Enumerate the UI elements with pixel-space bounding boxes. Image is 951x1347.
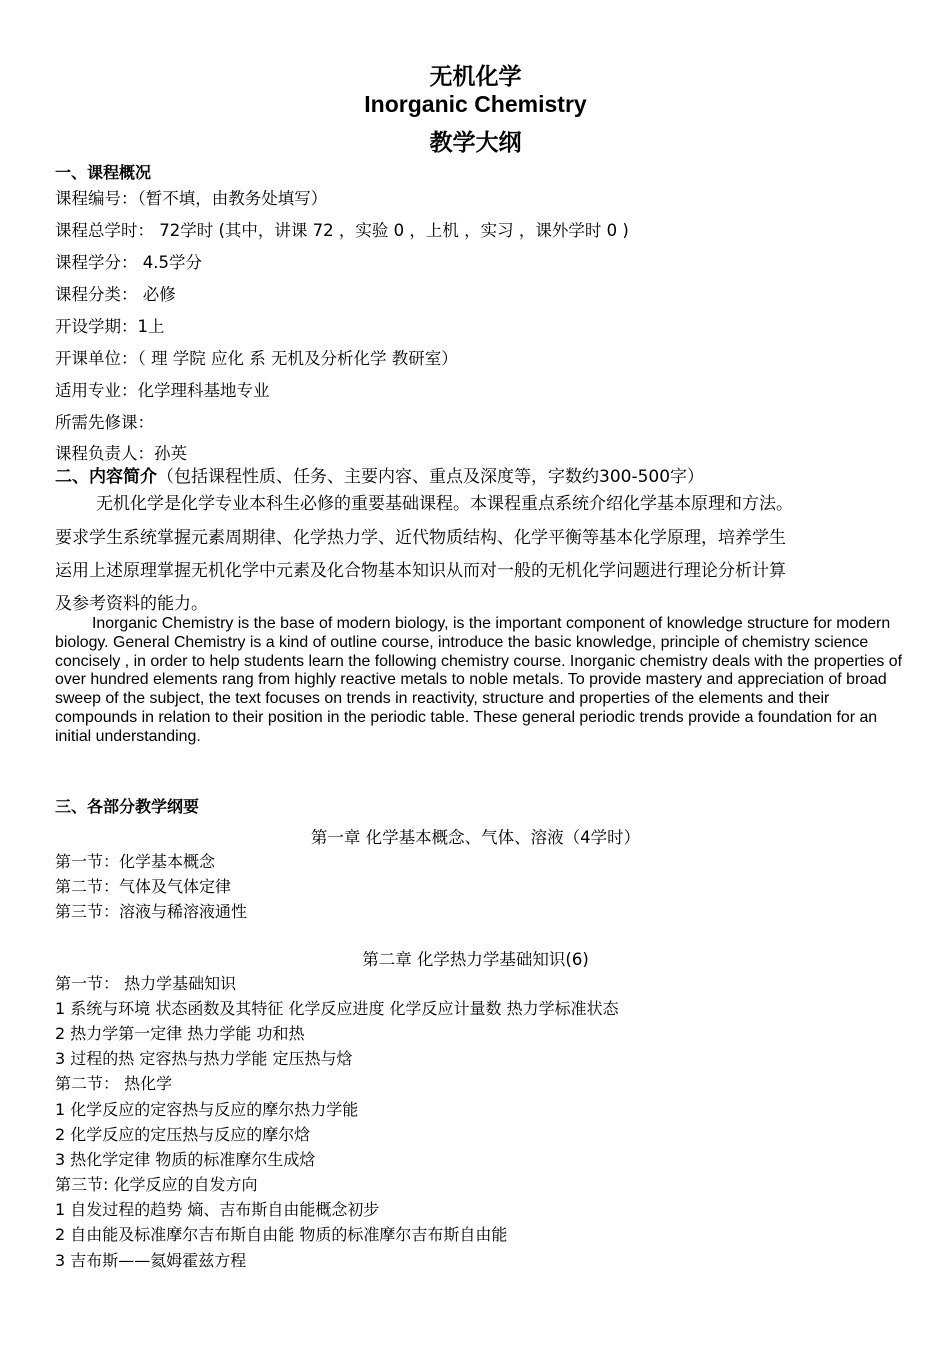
- section2-heading-bold: 二、内容简介: [55, 467, 157, 487]
- title-en: Inorganic Chemistry: [364, 91, 587, 117]
- chapter2-item: 2 化学反应的定压热与反应的摩尔焓: [55, 1125, 311, 1144]
- course-semester: 开设学期：1上: [55, 317, 165, 336]
- chapter2-item: 1 系统与环境 状态函数及其特征 化学反应进度 化学反应计量数 热力学标准状态: [55, 999, 619, 1018]
- intro-cn-line: 及参考资料的能力。: [55, 594, 208, 614]
- intro-en-paragraph: Inorganic Chemistry is the base of modern biology, is the important component of knowledge structure for modern biology. General Chemistry is a kind of outline course, introduce the basic knowledge, principle of chemistry science concisely , in order to help students learn the following chemistry course. Inorganic chemistry deals with the properties of over hundred elements rang from highly reactive metals to noble metals. To provide mastery and appreciation of broad sweep of the subject, the text focuses on trends in reactivity, structure and properties of the elements and their compounds in relation to their position in the periodic table. These general periodic trends provide a foundation for an initial understanding.: [55, 615, 903, 745]
- title-cn: 无机化学: [429, 64, 522, 90]
- chapter2-item: 2 热力学第一定律 热力学能 功和热: [55, 1024, 305, 1043]
- intro-cn-line: 要求学生系统掌握元素周期律、化学热力学、近代物质结构、化学平衡等基本化学原理，培养学生: [55, 528, 786, 548]
- course-number: 课程编号：（暂不填，由教务处填写）: [55, 189, 328, 208]
- intro-cn-line: 无机化学是化学专业本科生必修的重要基础课程。本课程重点系统介绍化学基本原理和方法。: [96, 494, 793, 514]
- course-hours: 课程总学时： 72学时 (其中，讲课 72 ，实验 0 ，上机 ，实习 ，课外学时 0 ): [55, 221, 629, 240]
- section3-heading: 三、各部分教学纲要: [55, 797, 200, 816]
- chapter1-title: 第一章 化学基本概念、气体、溶液（4学时）: [310, 828, 641, 847]
- course-prerequisites: 所需先修课：: [55, 413, 154, 432]
- chapter2-item: 2 自由能及标准摩尔吉布斯自由能 物质的标准摩尔吉布斯自由能: [55, 1225, 508, 1244]
- chapter1-item: 第二节：气体及气体定律: [55, 877, 232, 896]
- course-category: 课程分类： 必修: [55, 285, 176, 304]
- chapter2-item: 3 热化学定律 物质的标准摩尔生成焓: [55, 1150, 316, 1169]
- title-sub: 教学大纲: [429, 130, 522, 156]
- chapter2-item: 第三节: 化学反应的自发方向: [55, 1175, 258, 1194]
- chapter2-title: 第二章 化学热力学基础知识(6): [362, 950, 589, 969]
- chapter2-item: 1 自发过程的趋势 熵、吉布斯自由能概念初步: [55, 1200, 380, 1219]
- course-lead: 课程负责人：孙英: [55, 444, 187, 463]
- chapter1-item: 第三节：溶液与稀溶液通性: [55, 902, 248, 921]
- chapter2-item: 第一节： 热力学基础知识: [55, 974, 237, 993]
- course-credits: 课程学分： 4.5学分: [55, 253, 202, 272]
- section2-heading-note: （包括课程性质、任务、主要内容、重点及深度等，字数约300-500字）: [157, 467, 705, 487]
- course-major: 适用专业：化学理科基地专业: [55, 381, 270, 400]
- section1-heading: 一、课程概况: [55, 163, 152, 182]
- intro-cn-line: 运用上述原理掌握无机化学中元素及化合物基本知识从而对一般的无机化学问题进行理论分析计算: [55, 561, 786, 581]
- chapter1-item: 第一节：化学基本概念: [55, 852, 216, 871]
- chapter2-item: 第二节： 热化学: [55, 1074, 173, 1093]
- chapter2-item: 3 吉布斯——氦姆霍兹方程: [55, 1251, 247, 1270]
- course-unit: 开课单位：（ 理 学院 应化 系 无机及分析化学 教研室）: [55, 349, 458, 368]
- chapter2-item: 3 过程的热 定容热与热力学能 定压热与焓: [55, 1049, 353, 1068]
- chapter2-item: 1 化学反应的定容热与反应的摩尔热力学能: [55, 1100, 359, 1119]
- section2-heading: [55, 462, 704, 487]
